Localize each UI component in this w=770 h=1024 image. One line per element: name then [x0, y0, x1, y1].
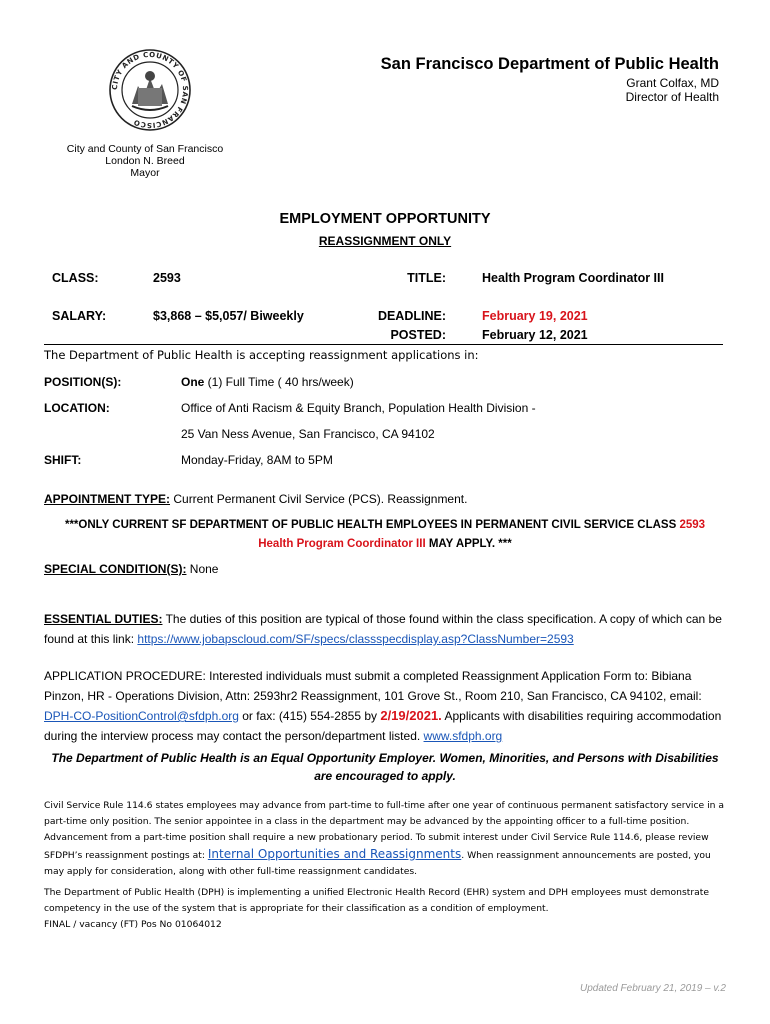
divider: [44, 344, 723, 345]
shift-label: SHIFT:: [44, 453, 82, 467]
application-procedure: APPLICATION PROCEDURE: Interested individuals must submit a completed Reassignment Application Form to: Bibiana Pinzon, HR - Operations Division, Attn: 2593hr2 Reassignment, 101 Grove St., Room 210, San Francisco, CA 94102, email: DPH-CO-PositionControl@sfdph.org or fax: (415) 554-2855 by 2/19/2021. Applicants with disabilities requiring accommodation during the interview process may contact the person/department listed. www.sfdph.org: [44, 669, 722, 743]
salary-value: $3,868 – $5,057/ Biweekly: [153, 309, 304, 323]
class-label: CLASS:: [52, 271, 99, 285]
final-vacancy: FINAL / vacancy (FT) Pos No 01064012: [44, 919, 222, 930]
page-subtitle: REASSIGNMENT ONLY: [318, 234, 452, 248]
updated-footer: Updated February 21, 2019 – v.2: [579, 983, 726, 994]
posted-label: POSTED:: [390, 328, 446, 342]
website-link[interactable]: www.sfdph.org: [423, 729, 503, 743]
title-label: TITLE:: [407, 271, 446, 285]
eligibility-notice: ***ONLY CURRENT SF DEPARTMENT OF PUBLIC HEALTH EMPLOYEES IN PERMANENT CIVIL SERVICE CLASS 2593 Health Program Coordinator III MAY APPLY. ***: [64, 519, 706, 550]
deadline-value: February 19, 2021: [482, 309, 588, 323]
location-line2: 25 Van Ness Avenue, San Francisco, CA 94102: [181, 427, 435, 441]
class-value: 2593: [153, 271, 181, 285]
special-conditions: SPECIAL CONDITION(S): None: [44, 562, 219, 576]
seal-text: CITY AND COUNTY OF SAN FRANCISCO: [110, 50, 190, 130]
intro-text: The Department of Public Health is accepting reassignment applications in:: [44, 348, 479, 362]
mayor-name: London N. Breed: [105, 155, 185, 167]
city-line: City and County of San Francisco: [66, 143, 224, 155]
city-seal-logo: [108, 48, 192, 132]
civil-service-rule: Civil Service Rule 114.6 states employees may advance from part-time to full-time after one year of continuous permanent satisfactory service in a part-time only position. The senior appointee in a class in the department may be advanced by the appointing officer to a full-time position. Advancement from a part-time position shall require a new probationary period. To submit interest under Civil Service Rule 114.6, please review SFDPH’s reassignment postings at: Internal Opportunities and Reassignments. When reassignment announcements are posted, you may apply for consideration, along with other full-time reassignment candidates.: [44, 800, 725, 877]
eeo-statement: The Department of Public Health is an Equal Opportunity Employer. Women, Minorities, and Persons with Disabilities are encouraged to apply.: [51, 751, 719, 783]
position-label: POSITION(S):: [44, 375, 122, 389]
ehr-notice: The Department of Public Health (DPH) is implementing a unified Electronic Health Record (EHR) system and DPH employees must demonstrate competency in the use of the system that is appropriate for their classification as a condition of employment. FINAL / vacancy (FT) Pos No 01064012: [44, 887, 710, 930]
posted-value: February 12, 2021: [482, 328, 588, 342]
internal-opportunities-link[interactable]: Internal Opportunities and Reassignments: [207, 847, 462, 861]
appointment-type: APPOINTMENT TYPE: Current Permanent Civil Service (PCS). Reassignment.: [44, 492, 468, 506]
location-label: LOCATION:: [44, 401, 110, 415]
deadline-label: DEADLINE:: [377, 309, 446, 323]
email-link[interactable]: DPH-CO-PositionControl@sfdph.org: [44, 709, 239, 723]
location-line1: Office of Anti Racism & Equity Branch, Population Health Division -: [181, 401, 536, 415]
mayor-title: Mayor: [130, 167, 160, 179]
director-title: Director of Health: [625, 90, 719, 104]
director-name: Grant Colfax, MD: [626, 76, 719, 90]
org-name: San Francisco Department of Public Health: [380, 55, 719, 73]
title-value: Health Program Coordinator III: [482, 271, 664, 285]
shift-value: Monday-Friday, 8AM to 5PM: [181, 453, 333, 467]
page-title: EMPLOYMENT OPPORTUNITY: [279, 211, 491, 227]
essential-duties: ESSENTIAL DUTIES: The duties of this position are typical of those found within the class specification. A copy of which can be found at this link: https://www.jobapscloud.com/SF/specs/classspecdisplay.asp?ClassNumber=2593: [44, 612, 722, 646]
class-spec-link[interactable]: https://www.jobapscloud.com/SF/specs/classspecdisplay.asp?ClassNumber=2593: [137, 632, 574, 646]
salary-label: SALARY:: [52, 309, 107, 323]
position-value: One (1) Full Time ( 40 hrs/week): [181, 375, 354, 389]
